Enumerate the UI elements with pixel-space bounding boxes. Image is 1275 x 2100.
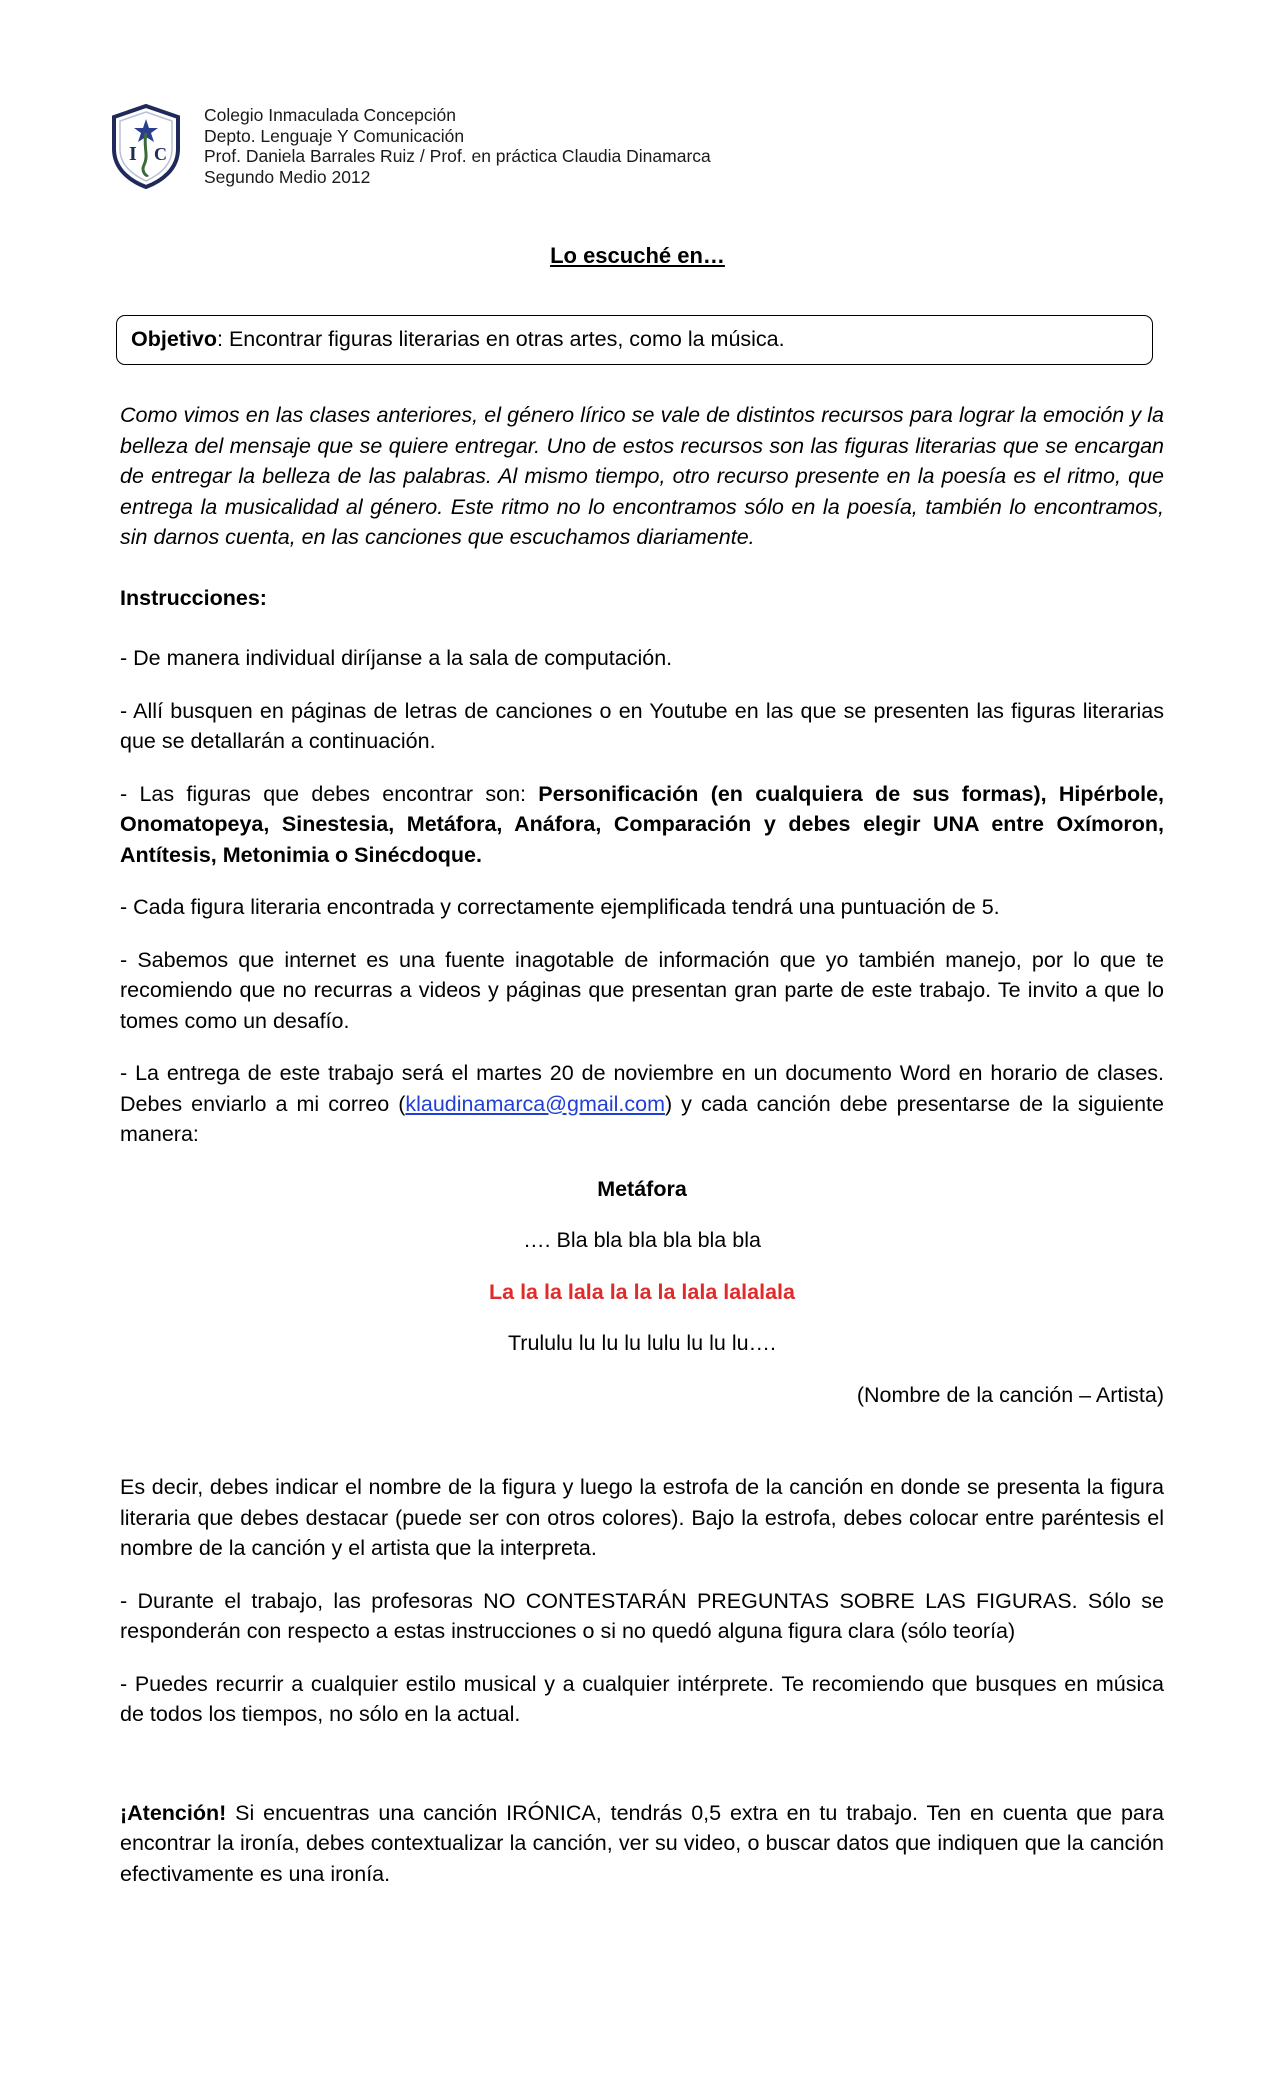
svg-text:I: I (129, 143, 137, 165)
example-figure-title: Metáfora (597, 1176, 687, 1201)
teachers: Prof. Daniela Barrales Ruiz / Prof. en práctica Claudia Dinamarca (204, 146, 711, 166)
instruction-item-6-text: - La entrega de este trabajo será el martes 20 de noviembre en un documento Word en horario de clases. Debes enviarlo a mi correo ( (120, 1061, 1164, 1116)
attention-text: Si encuentras una canción IRÓNICA, tendrás 0,5 extra en tu trabajo. Ten en cuenta que para encontrar la ironía, debes contextualizar la canción, ver su video, o buscar datos que indiquen que la canción efectivamente es una ironía. (120, 1800, 1164, 1886)
intro-paragraph: Como vimos en las clases anteriores, el género lírico se vale de distintos recursos para lograr la emoción y la belleza del mensaje que se quiere entregar. Uno de estos recursos son las figuras literarias que se encargan de entregar la belleza de las palabras. Al mismo tiempo, otro recurso presente en la poesía es el ritmo, que entrega la musicalidad al género. Este ritmo no lo encontramos sólo en la poesía, también lo encontramos, sin darnos cuenta, en las canciones que escuchamos diariamente. (120, 403, 1164, 549)
svg-text:C: C (154, 144, 167, 164)
instruction-item-4: - Cada figura literaria encontrada y correctamente ejemplificada tendrá una puntuación de 5. (120, 895, 1000, 919)
explanation-paragraph: Es decir, debes indicar el nombre de la figura y luego la estrofa de la canción en donde se presenta la figura literaria que debes destacar (puede ser con otros colores). Bajo la estrofa, debes colocar entre paréntesis el nombre de la canción y el artista que la interpreta. (120, 1475, 1164, 1560)
page-title: Lo escuché en… (550, 243, 725, 268)
instruction-item-6-suffix: ) y cada canción debe presentarse de la siguiente manera: (120, 1091, 1164, 1146)
attention-paragraph (120, 1798, 1164, 1890)
school-crest-logo (108, 103, 184, 189)
example-verse-line-1: …. Bla bla bla bla bla bla (523, 1228, 761, 1252)
instruction-item-6 (120, 1058, 1164, 1150)
objective-label: Objetivo (131, 327, 218, 351)
example-block (120, 1174, 1164, 1411)
music-style-note: - Puedes recurrir a cualquier estilo musical y a cualquier intérprete. Te recomiendo que busques en música de todos los tiempos, no sólo en la actual. (120, 1671, 1164, 1726)
example-highlighted-verse: La la la lala la la la lala lalalala (489, 1279, 795, 1304)
example-verse-line-3: Trululu lu lu lu lulu lu lu lu…. (507, 1331, 777, 1355)
grade-year: Segundo Medio 2012 (204, 166, 371, 187)
instruction-item-3-text: - Las figuras que debes encontrar son: (120, 781, 539, 806)
objective-text: : Encontrar figuras literarias en otras artes, como la música. (217, 327, 785, 351)
instruction-item-2: - Allí busquen en páginas de letras de canciones o en Youtube en las que se presenten las figuras literarias que se detallarán a continuación. (120, 698, 1164, 753)
department: Depto. Lenguaje Y Comunicación (204, 125, 465, 146)
email-link[interactable]: klaudinamarca@gmail.com (405, 1091, 665, 1116)
instruction-item-5: - Sabemos que internet es una fuente inagotable de información que yo también manejo, por lo que te recomiendo que no recurras a videos y páginas que presentan gran parte de este trabajo. Te invito a que lo tomes como un desafío. (120, 947, 1164, 1033)
instruction-item-1: - De manera individual diríjanse a la sala de computación. (120, 646, 673, 670)
school-header (204, 105, 711, 187)
no-questions-note: - Durante el trabajo, las profesoras NO CONTESTARÁN PREGUNTAS SOBRE LAS FIGURAS. Sólo se responderán con respecto a estas instrucciones o si no quedó alguna figura clara (sólo teoría) (120, 1588, 1164, 1643)
instructions-heading: Instrucciones: (120, 585, 267, 610)
attention-label: ¡Atención! (120, 1800, 227, 1825)
figures-list: Personificación (en cualquiera de sus formas), Hipérbole, Onomatopeya, Sinestesia, Metáfora, Anáfora, Comparación y debes elegir UNA entre Oxímoron, Antítesis, Metonimia o Sinécdoque. (120, 781, 1165, 867)
main-content (120, 400, 1164, 1889)
objective-box (116, 315, 1153, 365)
school-name: Colegio Inmaculada Concepción (204, 105, 456, 125)
example-song-credit: (Nombre de la canción – Artista) (856, 1382, 1164, 1407)
instruction-item-3 (120, 779, 1164, 871)
